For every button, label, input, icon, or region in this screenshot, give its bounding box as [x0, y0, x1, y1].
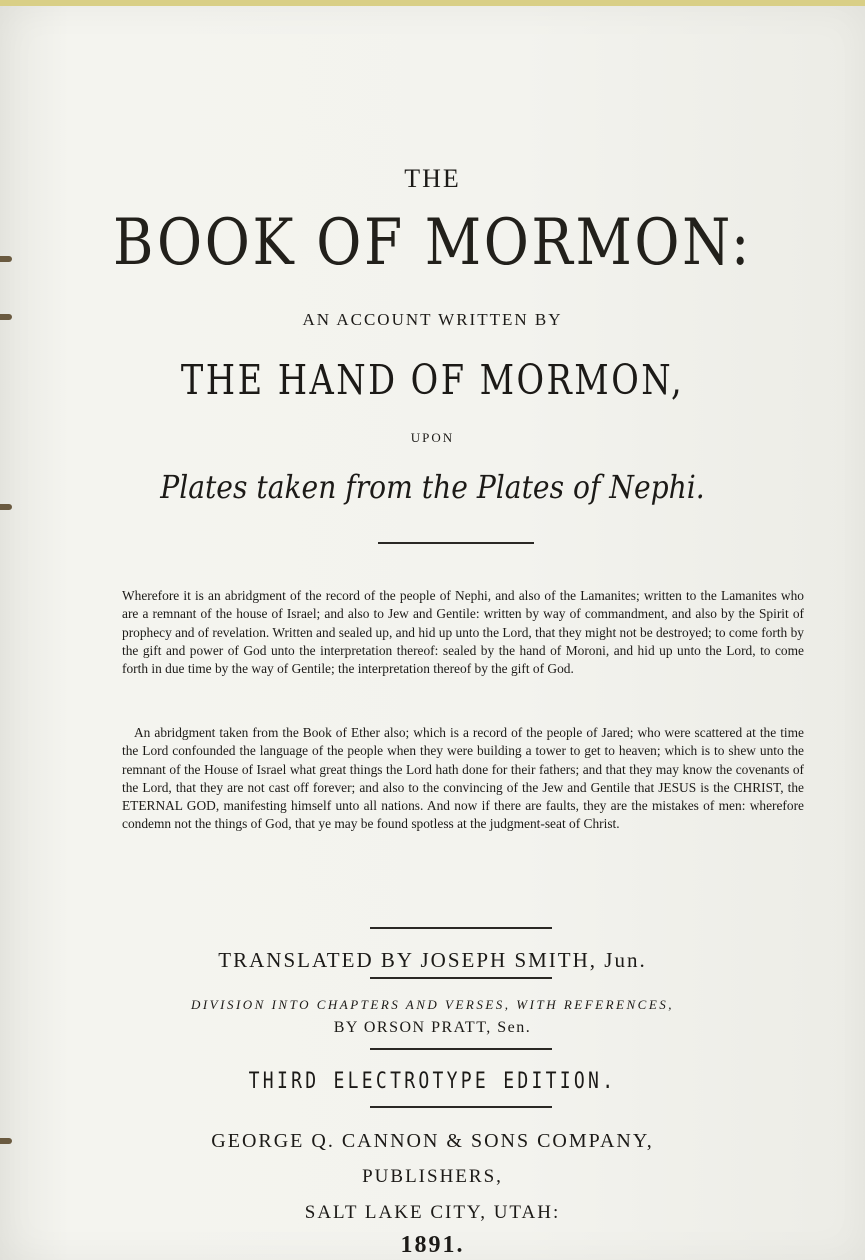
publisher-name: GEORGE Q. CANNON & SONS COMPANY,	[211, 1130, 654, 1152]
account-line: AN ACCOUNT WRITTEN BY	[302, 310, 563, 329]
plates-line: Plates taken from the Plates of Nephi.	[160, 468, 705, 506]
division-line: DIVISION INTO CHAPTERS AND VERSES, WITH REFERENCES,	[190, 997, 675, 1012]
title-divider	[378, 542, 534, 544]
publishers-label: PUBLISHERS,	[362, 1166, 503, 1187]
credits-divider-top	[370, 927, 552, 929]
upon-line: UPON	[410, 430, 455, 445]
preface-paragraph-2: An abridgment taken from the Book of Ether also; which is a record of the people of Jared; who were scattered at the time the Lord confounded the language of the people when they were building a tower to get to heaven; which is to shew unto the remnant of the House of Israel what great things the Lord hath done for their fathers; and that they may know the covenants of the Lord, that they are not cast off forever; and also to the convincing of the Jew and Gentile that JESUS is the CHRIST, the ETERNAL GOD, manifesting himself unto all nations. And now if there are faults, they are the mistakes of men: wherefore condemn not the things of God, that ye may be found spotless at the judgment-seat of Christ.	[122, 725, 804, 832]
title-the: THE	[404, 164, 461, 193]
credits-divider-1	[370, 977, 552, 979]
preface-paragraph-1: Wherefore it is an abridgment of the record of the people of Nephi, and also of the Lamanites; written to the Lamanites who are a remnant of the house of Israel; and also to Jew and Gentile: written by way of commandment, and also by the Spirit of prophecy and of revelation. Written and sealed up, and hid up unto the Lord, that they might not be destroyed; to come forth by the gift and power of God unto the interpretation thereof: sealed by the hand of Moroni, and hid up unto the Lord, to come forth in due time by the way of Gentile; the interpretation thereof by the gift of God.	[122, 588, 804, 677]
pratt-line: BY ORSON PRATT, Sen.	[333, 1019, 532, 1036]
credits-divider-2	[370, 1048, 552, 1050]
book-page	[0, 6, 865, 1260]
credits-divider-3	[370, 1106, 552, 1108]
publisher-city: SALT LAKE CITY, UTAH:	[304, 1202, 561, 1223]
hand-line: THE HAND OF MORMON,	[180, 356, 685, 404]
edition-line: THIRD ELECTROTYPE EDITION.	[248, 1069, 617, 1094]
translator-line: TRANSLATED BY JOSEPH SMITH, Jun.	[218, 948, 647, 972]
publication-year: 1891.	[400, 1232, 465, 1258]
book-title: BOOK OF MORMON:	[113, 206, 752, 280]
